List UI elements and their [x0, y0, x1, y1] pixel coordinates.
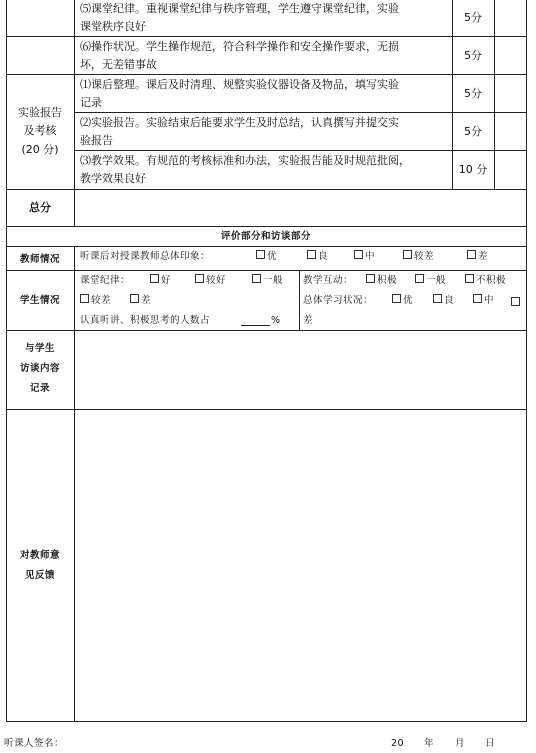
criterion-effect-line1: ⑶教学效果。有规范的考核标准和办法，实验报告能及时规范批阅， — [80, 154, 410, 167]
interview-label-line3: 记录 — [29, 383, 50, 394]
interview-label-line2: 访谈内容 — [19, 363, 60, 374]
discipline-option-fairly-good[interactable]: 较好 — [195, 271, 226, 290]
interaction-label: 教学互动： — [303, 275, 354, 286]
score-effect: 10 分 — [458, 163, 488, 176]
total-value-field[interactable] — [75, 190, 526, 226]
criterion-operation-line2: 坏，无差错事故 — [80, 58, 157, 71]
overall-option-good[interactable]: 良 — [433, 291, 454, 310]
criterion-discipline-line2: 课堂秩序良好 — [80, 20, 146, 33]
checkbox-icon — [467, 250, 476, 259]
checkbox-icon — [366, 274, 375, 283]
attention-percent-field[interactable] — [241, 325, 270, 326]
score-report: 5分 — [464, 125, 482, 138]
feedback-label-line1: 对教师意 — [19, 550, 60, 561]
criterion-cleanup-line2: 记录 — [80, 96, 102, 109]
student-label: 学生情况 — [19, 295, 60, 306]
discipline-option-good[interactable]: 好 — [150, 271, 171, 290]
checkbox-icon — [354, 250, 363, 259]
checkbox-icon — [392, 294, 401, 303]
teacher-prompt: 听课后对授课教师总体印象： — [80, 251, 211, 262]
checkbox-icon — [415, 274, 424, 283]
checkbox-icon — [473, 294, 482, 303]
line-v-score-right — [494, 0, 495, 190]
checkbox-icon — [307, 250, 316, 259]
checkbox-icon — [150, 274, 159, 283]
interaction-option-active[interactable]: 积极 — [366, 271, 397, 290]
checkbox-icon — [465, 274, 474, 283]
interaction-option-inactive[interactable]: 不积极 — [465, 271, 506, 290]
checkbox-icon — [403, 250, 412, 259]
interview-record-field[interactable] — [75, 331, 526, 409]
overall-option-bad-checkbox[interactable] — [511, 297, 520, 306]
checkbox-icon — [252, 274, 261, 283]
discipline-option-poor[interactable]: 较差 — [80, 291, 111, 310]
checkbox-icon — [80, 294, 89, 303]
teacher-option-average[interactable]: 中 — [354, 247, 375, 266]
signature-field[interactable] — [90, 734, 370, 752]
criterion-operation-line1: ⑹操作状况。学生操作规范，符合科学操作和安全操作要求，无损 — [80, 40, 399, 53]
feedback-field[interactable] — [75, 410, 526, 721]
criterion-discipline-line1: ⑸课堂纪律。重视课堂纪律与秩序管理，学生遵守课堂纪律，实验 — [80, 2, 399, 15]
criterion-report-line1: ⑵实验报告。实验结束后能要求学生及时总结，认真撰写并提交实 — [80, 116, 399, 129]
overall-option-bad-label: 差 — [303, 315, 314, 326]
date-year: 年 — [424, 738, 435, 749]
line-v-right — [526, 0, 527, 722]
score-operation: 5分 — [464, 49, 482, 62]
report-section-label-line3: (20 分) — [21, 143, 59, 156]
teacher-option-bad[interactable]: 差 — [467, 247, 488, 266]
report-section-label-line1: 实验报告 — [18, 106, 62, 119]
score-cleanup: 5分 — [464, 87, 482, 100]
teacher-option-poor[interactable]: 较差 — [403, 247, 434, 266]
criterion-effect-line2: 教学效果良好 — [80, 172, 146, 185]
line-h-bottom — [6, 721, 527, 722]
score-discipline: 5分 — [464, 11, 482, 24]
interaction-option-average[interactable]: 一般 — [415, 271, 446, 290]
signature-label: 听课人签名： — [4, 738, 65, 749]
teacher-option-good[interactable]: 良 — [307, 247, 328, 266]
total-label: 总分 — [29, 201, 51, 214]
teacher-label: 教师情况 — [19, 254, 60, 265]
discipline-option-average[interactable]: 一般 — [252, 271, 283, 290]
date-month: 月 — [455, 738, 466, 749]
eval-section-header: 评价部分和访谈部分 — [220, 231, 311, 242]
attention-text: 认真听讲、积极思考的人数占 — [80, 315, 211, 326]
report-section-label-line2: 及考核 — [23, 124, 57, 137]
date-day: 日 — [485, 738, 496, 749]
discipline-label: 课堂纪律： — [80, 275, 131, 286]
discipline-option-bad[interactable]: 差 — [130, 291, 151, 310]
checkbox-icon — [130, 294, 139, 303]
overall-label: 总体学习状况： — [303, 295, 374, 306]
checkbox-icon — [433, 294, 442, 303]
criterion-report-line2: 验报告 — [80, 134, 113, 147]
teacher-option-excellent[interactable]: 优 — [256, 247, 277, 266]
line-v-student-split — [299, 270, 300, 331]
interview-label-line1: 与学生 — [24, 343, 55, 354]
checkbox-icon — [256, 250, 265, 259]
feedback-label-line2: 见反馈 — [24, 570, 55, 581]
checkbox-icon — [195, 274, 204, 283]
attention-suffix: % — [271, 315, 281, 326]
criterion-cleanup-line1: ⑴课后整理。课后及时清理、规整实验仪器设备及物品，填写实验 — [80, 78, 399, 91]
overall-option-average[interactable]: 中 — [473, 291, 494, 310]
overall-option-excellent[interactable]: 优 — [392, 291, 413, 310]
date-year-prefix: 20 — [391, 738, 405, 749]
